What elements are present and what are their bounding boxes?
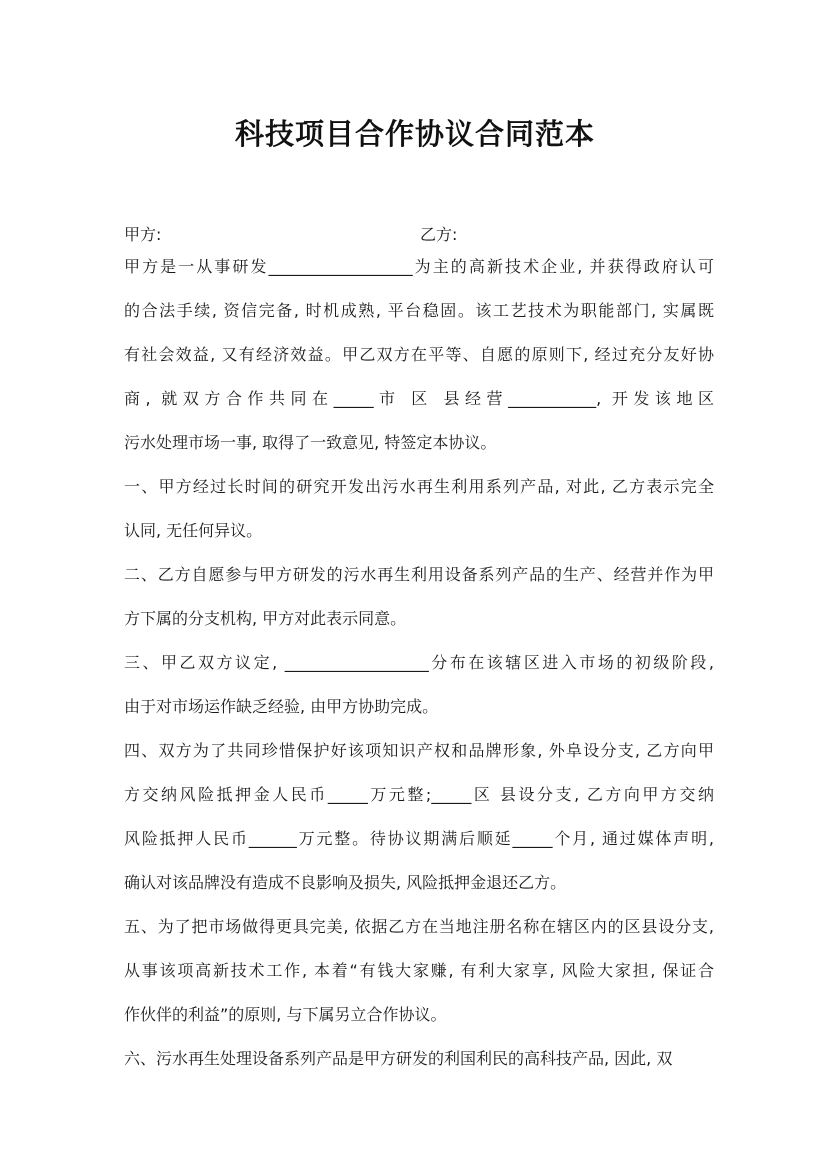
paragraph-line: 有社会效益, 又有经济效益。甲乙双方在平等、自愿的原则下, 经过充分友好协 [124,345,714,364]
paragraph-line: 方下属的分支机构, 甲方对此表示同意。 [124,609,407,628]
parties-header [124,222,714,244]
paragraph-line: 风险抵押人民币______万元整。待协议期满后顺延_____个月, 通过媒体声明, [124,829,714,848]
document-body [124,256,714,1092]
paragraph [124,564,714,652]
paragraph-line: 污水处理市场一事, 取得了一致意见, 特签定本协议。 [124,433,497,452]
paragraph-line: 的合法手续, 资信完备, 时机成熟, 平台稳固。该工艺技术为职能部门, 实属既 [124,301,714,320]
paragraph [124,1048,714,1092]
document-title: 科技项目合作协议合同范本 [234,117,595,151]
paragraph-line: 方交纳风险抵押金人民币_____万元整;_____区 县设分支, 乙方向甲方交纳 [124,785,714,804]
paragraph-line: 由于对市场运作缺乏经验, 由甲方协助完成。 [124,697,439,716]
paragraph-line: 一、甲方经过长时间的研究开发出污水再生利用系列产品, 对此, 乙方表示完全 [124,477,714,496]
paragraph-line: 确认对该品牌没有造成不良影响及损失, 风险抵押金退还乙方。 [124,873,567,892]
paragraph-line: 商, 就双方合作共同在_____市 区 县经营___________, 开发该地区 [124,389,714,408]
paragraph [124,652,714,740]
paragraph-line: 认同, 无任何异议。 [124,521,263,540]
paragraph-line: 从事该项高新技术工作, 本着“有钱大家赚, 有利大家享, 风险大家担, 保证合 [124,961,714,980]
paragraph-line: 作伙伴的利益”的原则, 与下属另立合作协议。 [124,1005,447,1024]
paragraph [124,256,714,476]
party-a-label: 甲方: [124,225,162,244]
paragraph-line: 四、双方为了共同珍惜保护好该项知识产权和品牌形象, 外阜设分支, 乙方向甲 [124,741,714,760]
paragraph [124,740,714,916]
paragraph [124,916,714,1048]
paragraph-line: 五、为了把市场做得更具完美, 依据乙方在当地注册名称在辖区内的区县设分支, [124,917,714,936]
paragraph-line: 甲方是一从事研发__________________为主的高新技术企业, 并获得政府认可 [124,257,714,276]
paragraph-line: 二、乙方自愿参与甲方研发的污水再生利用设备系列产品的生产、经营并作为甲 [124,565,714,584]
paragraph-line: 六、污水再生处理设备系列产品是甲方研发的利国利民的高科技产品, 因此, 双 [124,1049,673,1068]
paragraph [124,476,714,564]
party-b-label: 乙方: [420,225,458,244]
paragraph-line: 三、甲乙双方议定, __________________分布在该辖区进入市场的初级阶段, [124,653,714,672]
